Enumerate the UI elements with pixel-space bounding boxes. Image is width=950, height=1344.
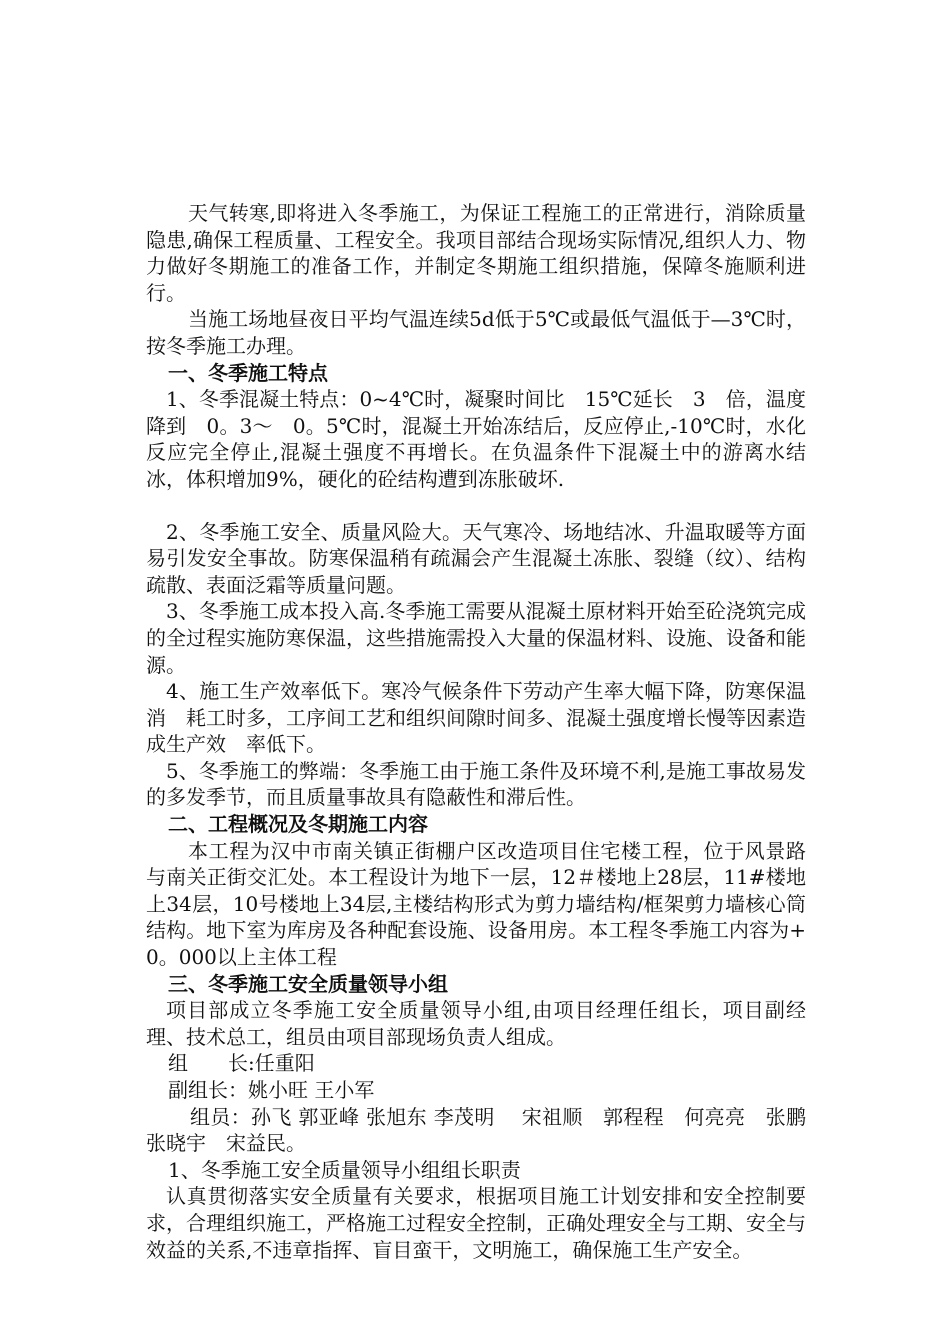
team-members: 组员：孙飞 郭亚峰 张旭东 李茂明 宋祖顺 郭程程 何亮亮 张鹏 张晓宇 宋益民。 — [146, 1104, 826, 1156]
team-leader: 组 长:任重阳 — [168, 1051, 315, 1076]
leader-duty-paragraph: 认真贯彻落实安全质量有关要求，根据项目施工计划安排和安全控制要求，合理组织施工，严格施工过程安全控制，正确处理安全与工期、安全与效益的关系,不违章指挥、盲目蛮干，文明施工，确保施工生产安全。 — [146, 1184, 806, 1262]
intro-paragraph: 天气转寒,即将进入冬季施工，为保证工程施工的正常进行，消除质量隐患,确保工程质量、工程安全。我项目部结合现场实际情况,组织人力、物力做好冬期施工的准备工作，并制定冬期施工组织措施，保障冬施顺利进行。 — [146, 201, 806, 305]
project-overview-paragraph: 本工程为汉中市南关镇正街棚户区改造项目住宅楼工程，位于风景路与南关正街交汇处。本工程设计为地下一层，12＃楼地上28层，11#楼地上34层，10号楼地上34层,主楼结构形式为剪力墙结构/框架剪力墙核心筒结构。地下室为库房及各种配套设施、设备用房。本工程冬季施工内容为+0。000以上主体工程 — [146, 838, 806, 970]
feature-paragraph-2: 2、冬季施工安全、质量风险大。天气寒冷、场地结冰、升温取暖等方面易引发安全事故。防寒保温稍有疏漏会产生混凝土冻胀、裂缝（纹）、结构疏散、表面泛霜等质量问题。 — [146, 519, 806, 597]
feature-paragraph-5: 5、冬季施工的弊端：冬季施工由于施工条件及环境不利,是施工事故易发的多发季节，而且质量事故具有隐蔽性和滞后性。 — [146, 758, 806, 810]
feature-paragraph-1: 1、冬季混凝土特点：0~4℃时，凝聚时间比 15℃延长 3 倍，温度降到 0。3～ 0。5℃时，混凝土开始冻结后，反应停止,-10℃时，水化反应完全停止,混凝土强度不再增长。在负温条件下混凝土中的游离水结冰，体积增加9%，硬化的砼结构遭到冻胀破坏. — [146, 387, 806, 491]
subsection-heading-1: 1、冬季施工安全质量领导小组组长职责 — [168, 1157, 521, 1182]
team-intro-paragraph: 项目部成立冬季施工安全质量领导小组,由项目经理任组长，项目副经理、技术总工，组员由项目部现场负责人组成。 — [146, 998, 806, 1049]
feature-paragraph-3: 3、冬季施工成本投入高.冬季施工需要从混凝土原材料开始至砼浇筑完成的全过程实施防寒保温，这些措施需投入大量的保温材料、设施、设备和能源。 — [146, 599, 806, 677]
section-heading-3: 三、冬季施工安全质量领导小组 — [168, 971, 448, 996]
condition-paragraph: 当施工场地昼夜日平均气温连续5d低于5℃或最低气温低于—3℃时，按冬季施工办理。 — [146, 307, 806, 358]
section-heading-1: 一、冬季施工特点 — [168, 360, 328, 385]
document-body — [146, 200, 826, 1263]
feature-paragraph-4: 4、施工生产效率低下。寒冷气候条件下劳动产生率大幅下降，防寒保温消 耗工时多，工序间工艺和组织间隙时间多、混凝土强度增长慢等因素造成生产效 率低下。 — [146, 679, 806, 757]
section-heading-2: 二、工程概况及冬期施工内容 — [168, 812, 428, 837]
team-deputy: 副组长：姚小旺 王小军 — [168, 1078, 375, 1102]
blank-line — [146, 493, 806, 519]
